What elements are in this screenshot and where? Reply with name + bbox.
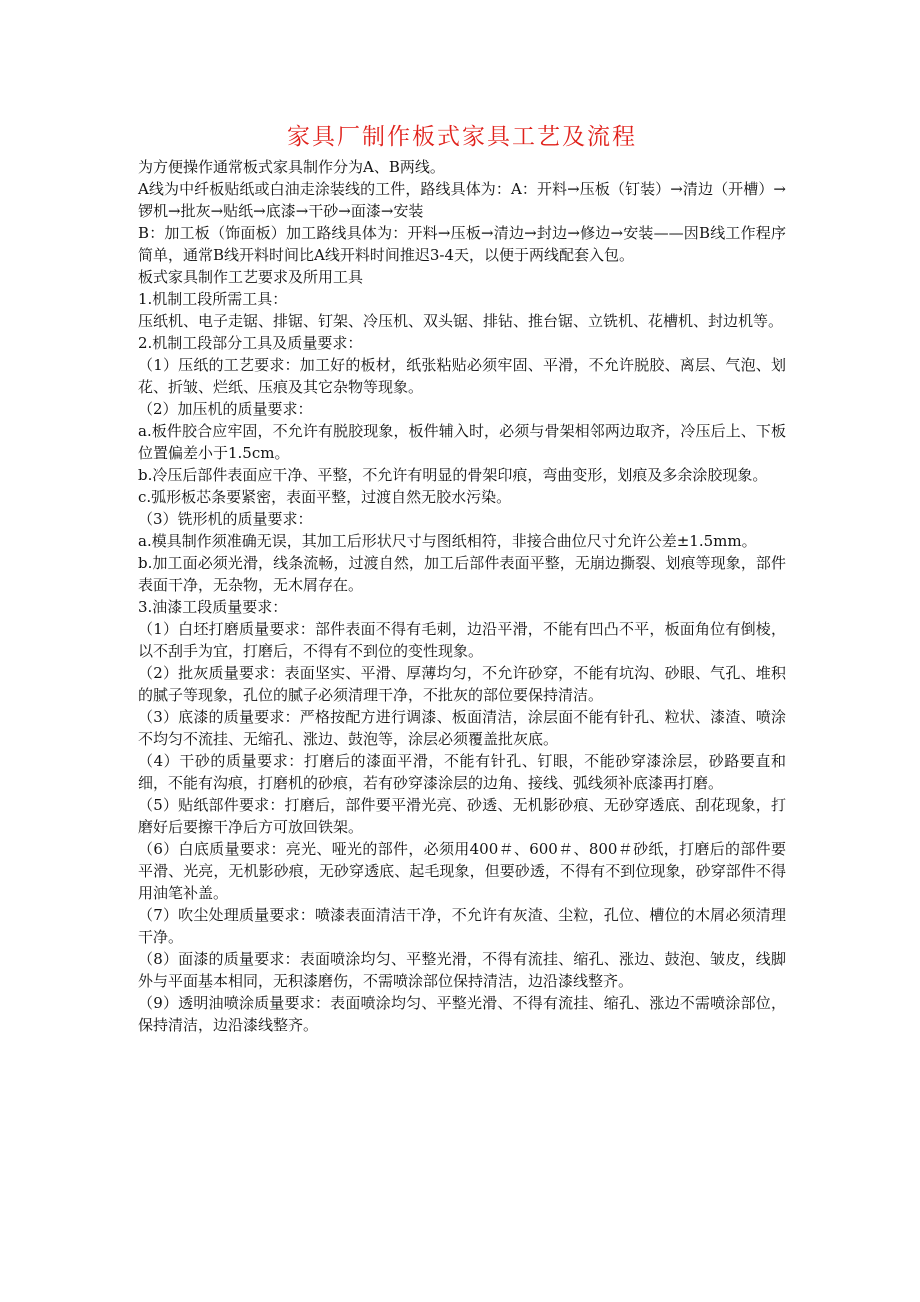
paragraph-item: c.弧形板芯条要紧密，表面平整，过渡自然无胶水污染。 — [138, 488, 512, 506]
document-title: 家具厂制作板式家具工艺及流程 — [287, 124, 637, 150]
paragraph-item: （1）白坯打磨质量要求：部件表面不得有毛刺，边沿平滑，不能有凹凸不平，板面角位有倒棱，以不刮手为宜，打磨后，不得有不到位的变性现象。 — [138, 620, 786, 660]
document-body — [138, 156, 786, 1036]
paragraph-item: （1）压纸的工艺要求：加工好的板材，纸张粘贴必须牢固、平滑，不允许脱胶、离层、气泡、划花、折皱、烂纸、压痕及其它杂物等现象。 — [138, 356, 786, 396]
section-heading: 板式家具制作工艺要求及所用工具 — [138, 268, 364, 286]
paragraph-line-a: A线为中纤板贴纸或白油走涂装线的工件，路线具体为：A：开料→压板（钉装）→清边（开槽）→锣机→批灰→贴纸→底漆→干砂→面漆→安装 — [138, 180, 786, 220]
paragraph-item: （9）透明油喷涂质量要求：表面喷涂均匀、平整光滑、不得有流挂、缩孔、涨边不需喷涂部位，保持清洁，边沿漆线整齐。 — [138, 994, 786, 1034]
paragraph-item: a.板件胶合应牢固，不允许有脱胶现象，板件辅入时，必须与骨架相邻两边取齐，冷压后上、下板位置偏差小于1.5cm。 — [138, 422, 786, 462]
paragraph-tools: 压纸机、电子走锯、排锯、钉架、冷压机、双头锯、排钻、推台锯、立铣机、花槽机、封边机等。 — [138, 312, 784, 330]
paragraph-item: （5）贴纸部件要求：打磨后，部件要平滑光亮、砂透、无机影砂痕、无砂穿透底、刮花现象，打磨好后要擦干净后方可放回铁架。 — [138, 796, 786, 836]
paragraph-item: b.加工面必须光滑，线条流畅，过渡自然，加工后部件表面平整，无崩边撕裂、划痕等现象，部件表面干净，无杂物，无木屑存在。 — [138, 554, 786, 594]
subsection-heading-3: 3.油漆工段质量要求： — [138, 598, 288, 616]
subsection-heading-1: 1.机制工段所需工具： — [138, 290, 288, 308]
paragraph-intro: 为方便操作通常板式家具制作分为A、B两线。 — [138, 158, 445, 176]
paragraph-item: （8）面漆的质量要求：表面喷涂均匀、平整光滑，不得有流挂、缩孔、涨边、鼓泡、皱皮，线脚外与平面基本相同，无积漆磨伤，不需喷涂部位保持清洁，边沿漆线整齐。 — [138, 950, 786, 990]
paragraph-item: （3）铣形机的质量要求： — [138, 510, 313, 528]
paragraph-item: （6）白底质量要求：亮光、哑光的部件，必须用400＃、600＃、800＃砂纸，打磨后的部件要平滑、光亮，无机影砂痕，无砂穿透底、起毛现象，但要砂透，不得有不到位现象，砂穿部件不得用油笔补盖。 — [138, 840, 786, 902]
paragraph-item: （2）加压机的质量要求： — [138, 400, 313, 418]
paragraph-item: a.模具制作须准确无误，其加工后形状尺寸与图纸相符，非接合曲位尺寸允许公差±1.5mm。 — [138, 532, 757, 550]
paragraph-line-b: B：加工板（饰面板）加工路线具体为：开料→压板→清边→封边→修边→安装——因B线工作程序简单，通常B线开料时间比A线开料时间推迟3-4天，以便于两线配套入包。 — [138, 224, 786, 264]
subsection-heading-2: 2.机制工段部分工具及质量要求： — [138, 334, 363, 352]
document-page — [138, 0, 786, 1036]
paragraph-item: （2）批灰质量要求：表面坚实、平滑、厚薄均匀，不允许砂穿，不能有坑沟、砂眼、气孔、堆积的腻子等现象，孔位的腻子必须清理干净，不批灰的部位要保持清洁。 — [138, 664, 786, 704]
paragraph-item: （4）干砂的质量要求：打磨后的漆面平滑，不能有针孔、钉眼，不能砂穿漆涂层，砂路要直和细，不能有沟痕，打磨机的砂痕，若有砂穿漆涂层的边角、接线、弧线须补底漆再打磨。 — [138, 752, 786, 792]
paragraph-item: b.冷压后部件表面应干净、平整，不允许有明显的骨架印痕，弯曲变形，划痕及多余涂胶现象。 — [138, 466, 768, 484]
paragraph-item: （7）吹尘处理质量要求：喷漆表面清洁干净，不允许有灰渣、尘粒，孔位、槽位的木屑必须清理干净。 — [138, 906, 786, 946]
paragraph-item: （3）底漆的质量要求：严格按配方进行调漆、板面清洁，涂层面不能有针孔、粒状、漆渣、喷涂不均匀不流挂、无缩孔、涨边、鼓泡等，涂层必须覆盖批灰底。 — [138, 708, 786, 748]
